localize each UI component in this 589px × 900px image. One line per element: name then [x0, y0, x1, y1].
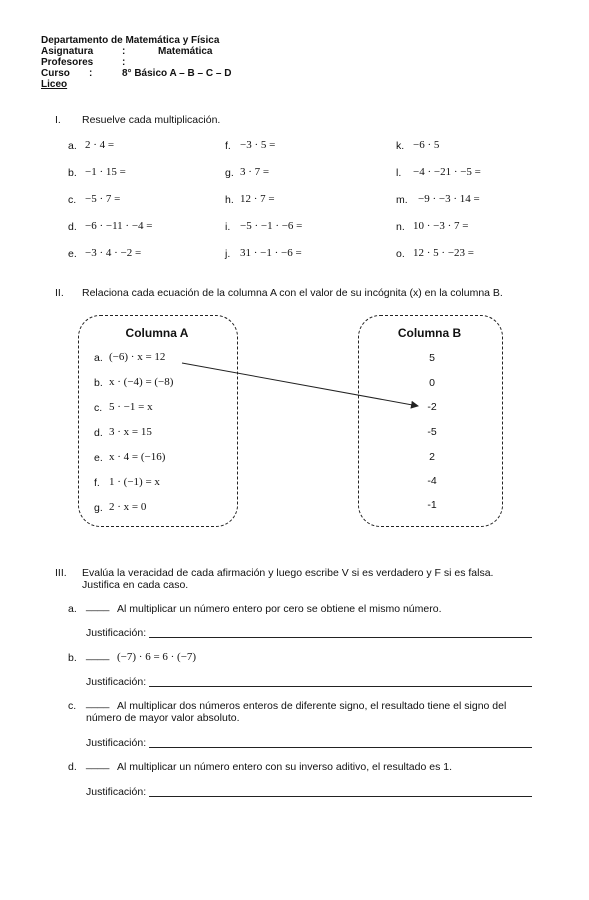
column-a-letter: g. — [94, 502, 103, 514]
item-expression: −4 · −21 · −5 = — [413, 166, 481, 178]
column-b-value: 2 — [429, 451, 435, 463]
item-expression: 10 · −3 · 7 = — [413, 220, 469, 232]
item-expression: −3 · 4 · −2 = — [85, 247, 142, 259]
answer-blank[interactable]: ____ — [86, 649, 110, 661]
item-letter: m. — [396, 194, 408, 206]
item-letter: d. — [68, 221, 77, 233]
column-a-letter: d. — [94, 427, 103, 439]
department-title: Departamento de Matemática y Física — [41, 35, 220, 46]
column-a-letter: e. — [94, 452, 103, 464]
item-letter: k. — [396, 140, 405, 152]
item-expression: 12 · 5 · −23 = — [413, 247, 474, 259]
section-2-number: II. — [55, 287, 64, 299]
section-1-instruction: Resuelve cada multiplicación. — [82, 114, 221, 126]
column-b-title: Columna B — [397, 326, 462, 340]
column-a-equation: 1 · (−1) = x — [109, 476, 160, 488]
item-letter: j. — [225, 248, 231, 260]
column-b-value: 5 — [429, 352, 435, 364]
statement-letter: c. — [68, 700, 77, 712]
item-letter: b. — [68, 167, 77, 179]
column-a-letter: f. — [94, 477, 100, 489]
teachers-label: Profesores — [41, 57, 94, 68]
item-expression: −1 · 15 = — [85, 166, 126, 178]
school-label: Liceo — [41, 79, 68, 90]
column-a-equation: x · 4 = (−16) — [109, 451, 166, 463]
column-a-letter: b. — [94, 377, 103, 389]
column-b-value: 0 — [429, 377, 435, 389]
section-3-instruction-2: Justifica en cada caso. — [82, 579, 189, 591]
column-b-value: -2 — [427, 401, 437, 413]
column-a-equation: 2 · x = 0 — [109, 501, 147, 513]
statement-letter: d. — [68, 761, 77, 773]
item-letter: i. — [225, 221, 231, 233]
item-expression: −5 · −1 · −6 = — [240, 220, 303, 232]
course-label: Curso — [41, 68, 70, 79]
column-a-equation: x · (−4) = (−8) — [109, 376, 174, 388]
justification-line[interactable] — [149, 796, 532, 797]
item-expression: −3 · 5 = — [240, 139, 276, 151]
item-letter: a. — [68, 140, 77, 152]
column-b-value: -5 — [427, 426, 437, 438]
item-letter: f. — [225, 140, 231, 152]
subject-value: Matemática — [158, 46, 213, 57]
course-colon: : — [89, 68, 93, 79]
justification-label: Justificación: — [86, 786, 147, 798]
justification-label: Justificación: — [86, 627, 147, 639]
answer-blank[interactable]: ____ — [86, 758, 110, 770]
section-2-instruction: Relaciona cada ecuación de la columna A con el valor de su incógnita (x) en la columna B. — [82, 287, 503, 299]
column-a-title: Columna A — [125, 326, 189, 340]
statement-letter: b. — [68, 652, 77, 664]
subject-colon: : — [122, 46, 126, 57]
statement-letter: a. — [68, 603, 77, 615]
section-1-number: I. — [55, 114, 61, 126]
justification-line[interactable] — [149, 637, 532, 638]
item-letter: o. — [396, 248, 405, 260]
column-a-equation: 3 · x = 15 — [109, 426, 152, 438]
justification-label: Justificación: — [86, 737, 147, 749]
item-letter: l. — [396, 167, 402, 179]
item-expression: −6 · 5 — [413, 139, 440, 151]
section-3-instruction: Evalúa la veracidad de cada afirmación y luego escribe V si es verdadero y F si es falsa. — [82, 567, 494, 579]
statement-text: (−7) · 6 = 6 · (−7) — [117, 651, 197, 663]
item-letter: g. — [225, 167, 234, 179]
item-expression: 31 · −1 · −6 = — [240, 247, 302, 259]
item-letter: n. — [396, 221, 405, 233]
column-a-equation: 5 · −1 = x — [109, 401, 153, 413]
column-b-value: -4 — [427, 475, 437, 487]
item-expression: 12 · 7 = — [240, 193, 275, 205]
column-a-letter: c. — [94, 402, 103, 414]
item-letter: c. — [68, 194, 77, 206]
answer-blank[interactable]: ____ — [86, 697, 110, 709]
subject-label: Asignatura — [41, 46, 94, 57]
column-b-value: -1 — [427, 499, 437, 511]
justification-line[interactable] — [149, 686, 532, 687]
answer-blank[interactable]: ____ — [86, 600, 110, 612]
statement-text: Al multiplicar un número entero con su inverso aditivo, el resultado es 1. — [117, 761, 453, 773]
column-a-letter: a. — [94, 352, 103, 364]
item-expression: 2 · 4 = — [85, 139, 115, 151]
item-expression: 3 · 7 = — [240, 166, 270, 178]
item-letter: h. — [225, 194, 234, 206]
section-3-number: III. — [55, 567, 67, 579]
course-value: 8° Básico A – B – C – D — [122, 68, 232, 79]
teachers-colon: : — [122, 57, 126, 68]
statement-text: Al multiplicar un número entero por cero se obtiene el mismo número. — [117, 603, 442, 615]
justification-line[interactable] — [149, 747, 532, 748]
statement-text: Al multiplicar dos números enteros de diferente signo, el resultado tiene el signo del — [117, 700, 507, 712]
column-a-equation: (−6) · x = 12 — [109, 351, 166, 363]
item-expression: −9 · −3 · 14 = — [418, 193, 480, 205]
justification-label: Justificación: — [86, 676, 147, 688]
item-expression: −5 · 7 = — [85, 193, 121, 205]
item-expression: −6 · −11 · −4 = — [85, 220, 153, 232]
item-letter: e. — [68, 248, 77, 260]
statement-text-continued: número de mayor valor absoluto. — [86, 712, 240, 724]
